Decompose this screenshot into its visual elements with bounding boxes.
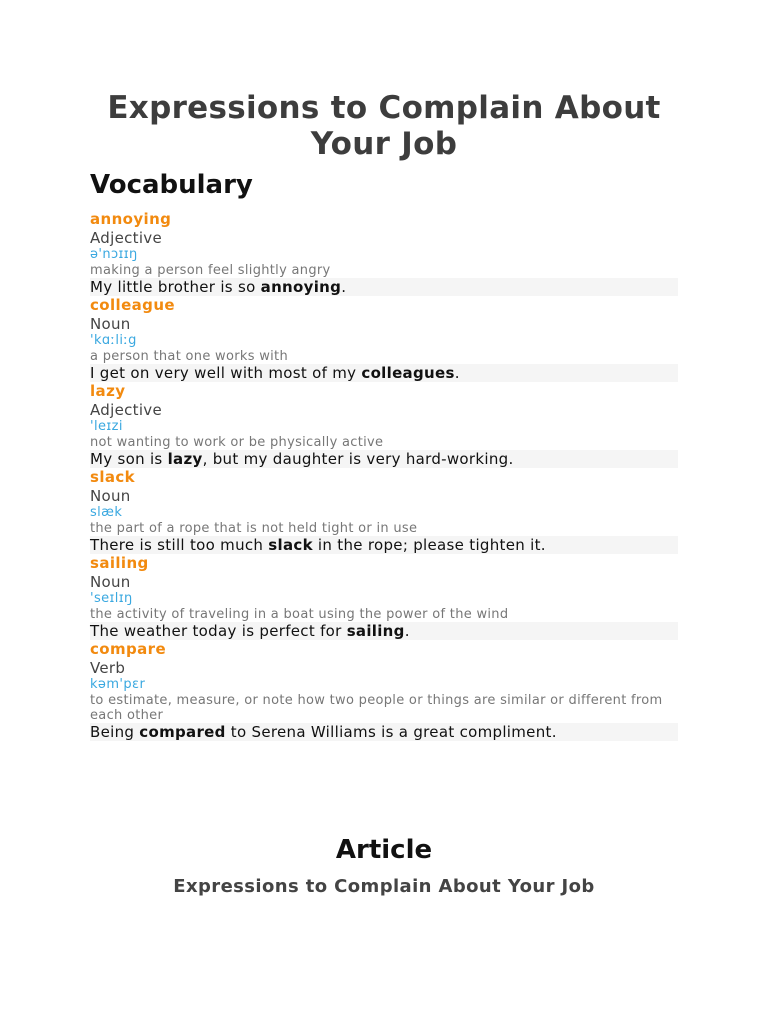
part-of-speech: Adjective (90, 401, 163, 419)
pronunciation: ə'nɔɪɪŋ (90, 247, 138, 262)
pronunciation: slæk (90, 505, 123, 520)
example-text: . (454, 364, 460, 382)
example-text: Being (90, 723, 140, 741)
example-text: in the rope; please tighten it. (312, 536, 546, 554)
pronunciation: 'kɑːliːg (90, 333, 137, 348)
vocab-entry (90, 296, 678, 382)
article-subtitle: Expressions to Complain About Your Job (173, 876, 595, 897)
vocab-entry (90, 554, 678, 640)
example-text: I get on very well with most of my (90, 364, 362, 382)
example-text: . (404, 622, 410, 640)
example-text: , but my daughter is very hard-working. (202, 450, 514, 468)
example-sentence (90, 723, 678, 741)
definition: the activity of traveling in a boat using the power of the wind (90, 607, 509, 622)
definition: the part of a rope that is not held tight or in use (90, 521, 418, 536)
vocab-entry (90, 640, 678, 741)
page-title: Expressions to Complain About Your Job (107, 90, 661, 162)
example-sentence (90, 536, 678, 554)
vocab-word: slack (90, 468, 136, 486)
vocab-word: compare (90, 640, 167, 658)
vocabulary-list (90, 210, 678, 741)
example-sentence (90, 278, 678, 296)
part-of-speech: Noun (90, 315, 131, 333)
example-sentence (90, 622, 678, 640)
example-sentence (90, 364, 678, 382)
pronunciation: kəm'pɛr (90, 677, 146, 692)
definition: a person that one works with (90, 349, 288, 364)
vocab-word: sailing (90, 554, 149, 572)
vocab-entry (90, 382, 678, 468)
example-highlight: annoying (260, 278, 342, 296)
vocab-word: lazy (90, 382, 126, 400)
definition: not wanting to work or be physically active (90, 435, 384, 450)
article-heading: Article (335, 835, 433, 865)
vocab-word: colleague (90, 296, 175, 314)
example-text: My little brother is so (90, 278, 261, 296)
part-of-speech: Noun (90, 487, 131, 505)
definition: to estimate, measure, or note how two people or things are similar or different from each other (90, 693, 663, 723)
example-sentence (90, 450, 678, 468)
vocab-entry (90, 468, 678, 554)
vocab-word: annoying (90, 210, 172, 228)
example-highlight: lazy (167, 450, 203, 468)
part-of-speech: Adjective (90, 229, 163, 247)
vocabulary-heading: Vocabulary (90, 170, 253, 200)
definition: making a person feel slightly angry (90, 263, 331, 278)
example-highlight: colleagues (361, 364, 455, 382)
example-highlight: slack (268, 536, 313, 554)
example-text: to Serena Williams is a great compliment. (225, 723, 557, 741)
vocab-entry (90, 210, 678, 296)
example-highlight: compared (139, 723, 226, 741)
part-of-speech: Verb (90, 659, 126, 677)
example-text: There is still too much (90, 536, 269, 554)
part-of-speech: Noun (90, 573, 131, 591)
example-text: The weather today is perfect for (90, 622, 347, 640)
example-text: . (341, 278, 347, 296)
pronunciation: 'leɪzi (90, 419, 123, 434)
pronunciation: 'seɪlɪŋ (90, 591, 133, 606)
example-text: My son is (90, 450, 168, 468)
example-highlight: sailing (346, 622, 405, 640)
